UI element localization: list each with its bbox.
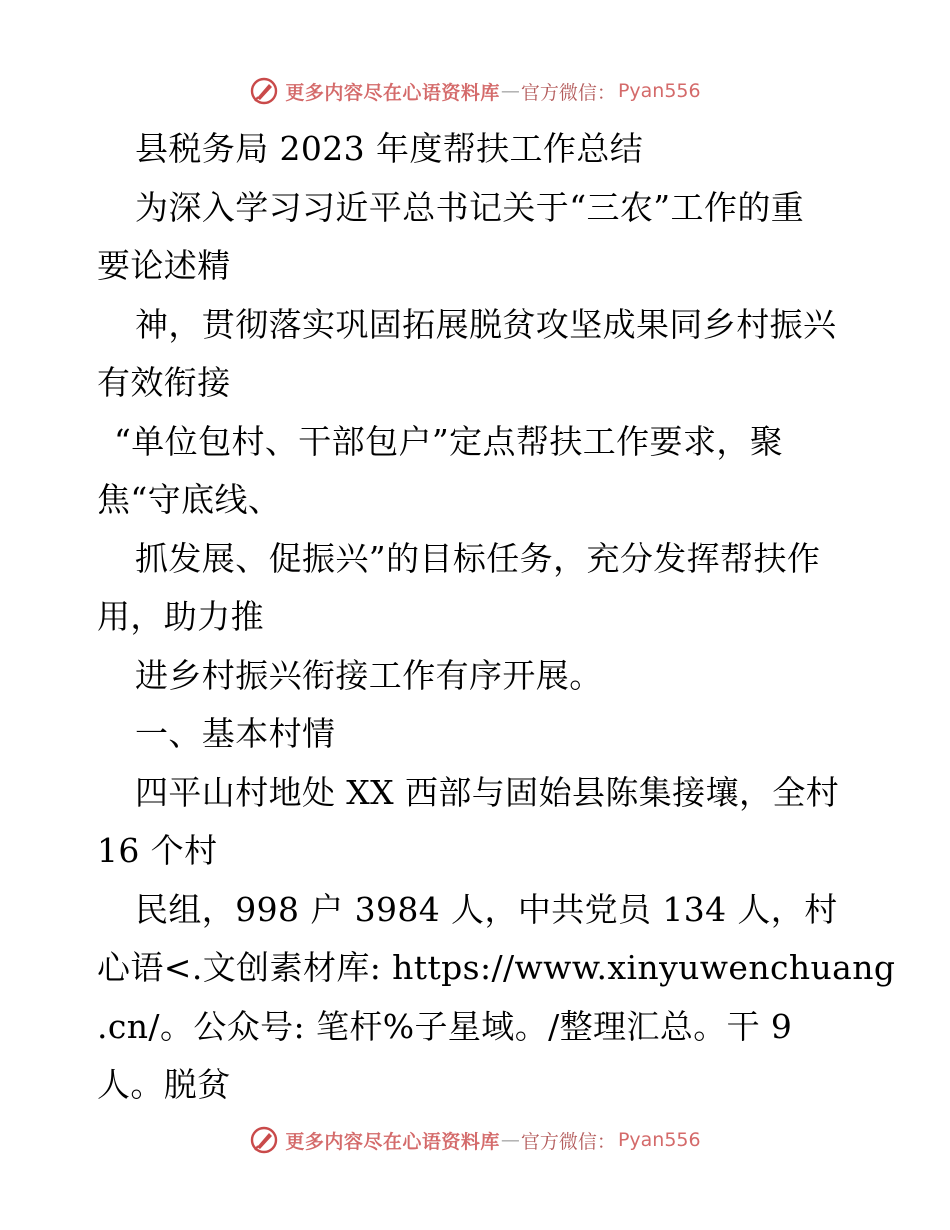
paragraph-line: 用，助力推 [97, 597, 264, 636]
section-heading: 一、基本村情 [135, 714, 336, 753]
quill-pen-seal-icon [249, 1125, 279, 1155]
watermark-account: Pyan556 [617, 1129, 701, 1151]
paragraph-line: 16 个村 [97, 831, 218, 870]
quill-pen-seal-icon [249, 76, 279, 106]
paragraph-line: .cn/。公众号: 笔杆%子星域。/整理汇总。干 9 [97, 1006, 793, 1046]
document-title: 县税务局 2023 年度帮扶工作总结 [135, 129, 644, 168]
paragraph-line: 神，贯彻落实巩固拓展脱贫攻坚成果同乡村振兴 [135, 304, 837, 344]
paragraph-line: “单位包村、干部包户”定点帮扶工作要求，聚 [114, 421, 784, 461]
watermark-official-label: 官方微信： [520, 1130, 616, 1153]
paragraph-line: 为深入学习习近平总书记关于“三农”工作的重 [135, 187, 805, 227]
paragraph-line: 进乡村振兴衔接工作有序开展。 [135, 655, 603, 695]
paragraph-line: 心语<.文创素材库: https://www.xinyuwenchuang [97, 948, 896, 987]
paragraph-line: 人。脱贫 [97, 1065, 231, 1104]
header-watermark [0, 71, 950, 111]
footer-watermark [0, 1120, 950, 1160]
paragraph-line: 抓发展、促振兴”的目标任务，充分发挥帮扶作 [135, 538, 821, 578]
paragraph-line: 民组，998 户 3984 人，中共党员 134 人，村 [135, 889, 838, 929]
watermark-dash: — [500, 1129, 520, 1151]
paragraph-line: 要论述精 [97, 246, 231, 285]
watermark-brand: 更多内容尽在心语资料库 [285, 81, 500, 104]
paragraph-line: 有效衔接 [97, 363, 231, 402]
paragraph-line: 四平山村地处 XX 西部与固始县陈集接壤，全村 [135, 772, 840, 812]
watermark-account: Pyan556 [617, 80, 701, 102]
paragraph-line: 焦“守底线、 [97, 480, 282, 519]
watermark-dash: — [500, 80, 520, 102]
watermark-brand: 更多内容尽在心语资料库 [285, 1130, 500, 1153]
document-body [97, 120, 896, 1115]
watermark-official-label: 官方微信： [520, 81, 616, 104]
